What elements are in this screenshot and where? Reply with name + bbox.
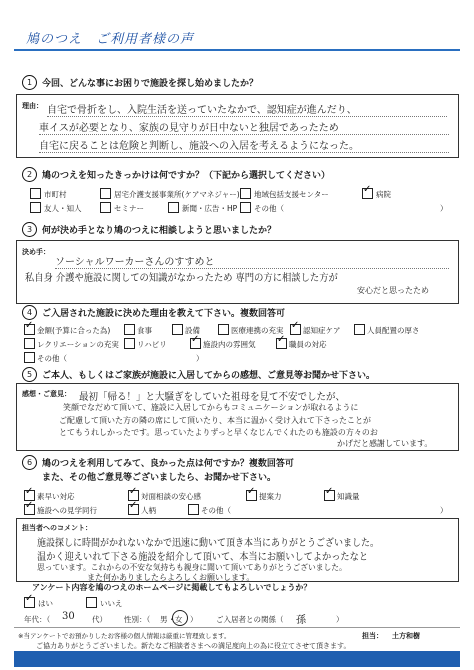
- checkbox-other-q4[interactable]: [24, 352, 35, 363]
- q3-answer-line-3: 安心だと思ったため: [357, 286, 429, 295]
- option-staffing: 人員配置の厚さ: [367, 326, 420, 335]
- option-newspaper: 新聞・広告・HP: [182, 204, 238, 213]
- q1-answer-line-2: 車イスが必要となり、家族の見守りが日中ないと独居であったため: [39, 119, 449, 135]
- question-1-text: 今回、どんな事にお困りで施設を探し始めましたか？: [42, 79, 259, 89]
- option-other-q2: その他（: [254, 204, 284, 213]
- question-5-text: ご本人、もしくはご家族が施設に入居してからの感想、ご意見等お聞かせ下さい。: [42, 371, 376, 381]
- staff-label: 担当：: [362, 632, 383, 640]
- gender-male[interactable]: 男: [160, 615, 168, 624]
- relation-label: ご入居者との関係（: [216, 615, 284, 624]
- reason-label: 理由：: [22, 102, 43, 110]
- q5-answer-line-3: ご配慮して頂いた方の隣の席にして頂いたり、本当に温かく受け入れて下さったことが: [59, 416, 371, 425]
- consent-no-label: いいえ: [100, 599, 123, 608]
- option-recreation: レクリエーションの充実: [37, 340, 119, 349]
- answer-box-6: [16, 518, 459, 582]
- checkbox-municipality[interactable]: [30, 188, 41, 199]
- check-mark-icon: ✓: [291, 320, 300, 331]
- q1-answer-line-1: 自宅で骨折をし、入院生活を送っていたなかで、認知症が進んだり、: [47, 101, 447, 117]
- check-mark-icon: ✓: [25, 486, 34, 497]
- checkbox-seminar[interactable]: [100, 202, 111, 213]
- check-mark-icon: ✓: [129, 486, 138, 497]
- answer-box-1: [16, 94, 459, 158]
- option-other-q6: その他（: [201, 506, 231, 515]
- question-2-text: 鳩のつえを知ったきっかけは何ですか？（下記から選択してください）: [42, 171, 331, 181]
- option-knowledge: 知識量: [337, 492, 360, 501]
- question-number-2: 2: [22, 167, 37, 182]
- title-divider: [14, 49, 460, 51]
- page-title: 鳩のつえ ご利用者様の声: [26, 32, 195, 47]
- check-mark-icon: ✓: [363, 184, 372, 195]
- q3-answer-line-1: ソーシャルワーカーさんのすすめと: [55, 253, 449, 269]
- checkbox-friend[interactable]: [30, 202, 41, 213]
- option-quick-response: 素早い対応: [37, 492, 75, 501]
- age-suffix: 代）: [92, 615, 107, 624]
- footer-bar: [14, 651, 460, 667]
- check-mark-icon: ✓: [25, 320, 34, 331]
- q1-answer-line-3: 自宅に戻ることは危険と判断し、施設への入居を考えるようになった。: [39, 137, 449, 153]
- checkbox-facilities[interactable]: [172, 324, 183, 335]
- option-personality: 人柄: [141, 506, 156, 515]
- option-facilities: 設備: [185, 326, 200, 335]
- option-friend: 友人・知人: [44, 204, 82, 213]
- option-other-close-q2: ）: [440, 204, 448, 213]
- check-mark-icon: ✓: [25, 500, 34, 511]
- q6-answer-line-3: 思っています。これからの不安な気持ちも親身に聞いて頂いてありがとうございました。: [37, 563, 347, 572]
- check-mark-icon: ✓: [191, 334, 200, 345]
- question-number-1: 1: [22, 75, 37, 90]
- option-medical: 医療連携の充実: [231, 326, 284, 335]
- age-label: 年代：（: [24, 615, 51, 624]
- checkbox-meal[interactable]: [124, 324, 135, 335]
- q5-answer-line-4: とてもうれしかったです。思っていたよりずっと早くなじんでくれたのも施設の方々のお: [59, 428, 378, 437]
- check-mark-icon: ✓: [247, 486, 256, 497]
- relation-value[interactable]: 孫: [296, 615, 306, 626]
- checkbox-community-center[interactable]: [240, 188, 251, 199]
- question-number-5: 5: [22, 367, 37, 382]
- option-other-close-q6: ）: [440, 506, 448, 515]
- footer-divider: [14, 627, 460, 628]
- option-rehab: リハビリ: [137, 340, 167, 349]
- q3-answer-line-2: 私自身 介護や施設に関しての知識がなかったため 専門の方に相談した方が: [25, 273, 338, 284]
- checkbox-staffing[interactable]: [354, 324, 365, 335]
- option-atmosphere: 施設内の雰囲気: [203, 340, 256, 349]
- age-value[interactable]: 30: [62, 611, 75, 622]
- gender-female[interactable]: 女: [175, 615, 183, 624]
- gender-label: 性別：（: [124, 615, 151, 624]
- impression-label: 感想・ご意見：: [22, 390, 71, 398]
- question-4-text: ご入居された施設に決めた理由を教えて下さい。複数回答可: [42, 309, 286, 319]
- answer-box-3: [16, 240, 459, 304]
- question-number-3: 3: [22, 222, 37, 237]
- relation-close: ）: [336, 615, 344, 624]
- gender-separator: ・: [168, 615, 176, 624]
- option-other-q4: その他（: [37, 354, 67, 363]
- option-dementia-care: 認知症ケア: [303, 326, 341, 335]
- question-3-text: 何が決め手となり鳩のつえに相談しようと思いましたか？: [42, 226, 277, 236]
- consent-question: アンケート内容を鳩のつえのホームページに掲載してもよろしいでしょうか？: [32, 583, 312, 592]
- answer-box-5: [16, 383, 459, 451]
- checkbox-consent-no[interactable]: [86, 597, 97, 608]
- question-6-subtext: また、その他ご意見等ございましたら、お聞かせ下さい。: [42, 473, 277, 483]
- check-mark-icon: ✓: [25, 593, 34, 604]
- check-mark-icon: ✓: [325, 486, 334, 497]
- option-hospital: 病院: [376, 190, 391, 199]
- option-other-close-q4: ）: [196, 354, 204, 363]
- option-tour: 施設への見学同行: [37, 506, 97, 515]
- option-price: 金額(予算に合った為): [37, 326, 111, 335]
- option-municipality: 市町村: [44, 190, 67, 199]
- check-mark-icon: ✓: [277, 334, 286, 345]
- question-number-4: 4: [22, 305, 37, 320]
- q5-answer-line-2: 笑顔でなだめて頂いて、施設に入居してからもコミュニケーションが取れるように: [63, 403, 359, 412]
- gender-close: ）: [190, 615, 198, 624]
- checkbox-other-q2[interactable]: [240, 202, 251, 213]
- checkbox-rehab[interactable]: [124, 338, 135, 349]
- option-community-center: 地域包括支援センター: [254, 190, 329, 199]
- option-face-to-face: 対面相談の安心感: [141, 492, 201, 501]
- deciding-factor-label: 決め手：: [22, 248, 50, 256]
- q6-answer-line-2: 温かく迎えいれて下さる施設を紹介して頂いて、本当にお願いしてよかったなと: [37, 552, 369, 563]
- option-proposal: 提案力: [259, 492, 282, 501]
- staff-comment-label: 担当者へのコメント：: [22, 524, 92, 532]
- option-care-manager: 居宅介護支援事業所(ケアマネジャー): [114, 190, 240, 199]
- question-6-text: 鳩のつえを利用してみて、良かった点は何ですか？複数回答可: [42, 459, 294, 469]
- check-mark-icon: ✓: [129, 500, 138, 511]
- q6-answer-line-4: また何かありましたらよろしくお願いします。: [87, 573, 255, 582]
- staff-name: 土方和樹: [392, 632, 420, 640]
- privacy-note: ※当アンケートでお預かりしたお客様の個人情報は厳重に管理致します。: [18, 632, 231, 640]
- option-meal: 食事: [137, 326, 152, 335]
- option-staff-attitude: 職員の対応: [289, 340, 327, 349]
- checkbox-newspaper[interactable]: [168, 202, 179, 213]
- checkbox-other-q6[interactable]: [188, 504, 199, 515]
- consent-yes-label: はい: [38, 599, 53, 608]
- q6-answer-line-1: 施設探しに時間がかれないなかで迅速に動いて頂き本当にありがとうございました。: [37, 538, 379, 549]
- q5-answer-line-5: かげだと感謝しています。: [337, 439, 433, 448]
- question-number-6: 6: [22, 455, 37, 470]
- option-seminar: セミナー: [114, 204, 144, 213]
- checkbox-medical[interactable]: [218, 324, 229, 335]
- thanks-message: ご協力ありがとうございました。新たなご相談者さまへの満足度向上の為に役立てさせて頂きます。: [36, 642, 351, 650]
- checkbox-recreation[interactable]: [24, 338, 35, 349]
- checkbox-care-manager[interactable]: [100, 188, 111, 199]
- q5-answer-line-1: 最初「帰る！」と大騒ぎをしていた祖母を見て不安でしたが、: [79, 392, 345, 403]
